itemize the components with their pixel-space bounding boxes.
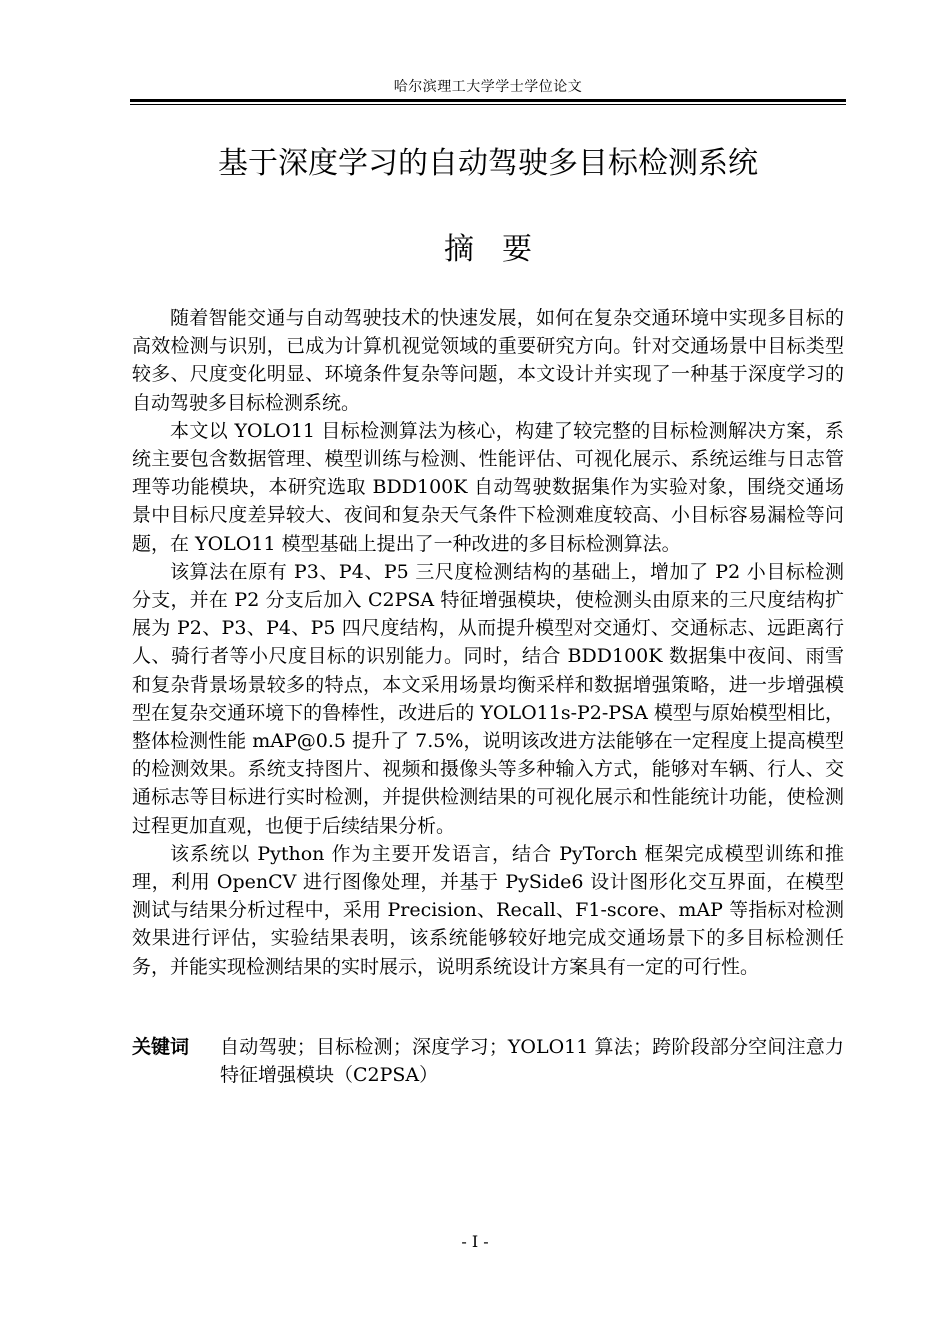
- thesis-title: 基于深度学习的自动驾驶多目标检测系统: [218, 146, 758, 181]
- abstract-paragraph-2: 本文以 YOLO11 目标检测算法为核心，构建了较完整的目标检测解决方案，系统主要包含数据管理、模型训练与检测、性能评估、可视化展示、系统运维与日志管理等功能模块，本研究选取 BDD100K 自动驾驶数据集作为实验对象，围绕交通场景中目标尺度差异较大、夜间和复杂天气条件下检测难度较高、小目标容易漏检等问题，在 YOLO11 模型基础上提出了一种改进的多目标检测算法。: [132, 419, 844, 555]
- abstract-paragraph-4: 该系统以 Python 作为主要开发语言，结合 PyTorch 框架完成模型训练和推理，利用 OpenCV 进行图像处理，并基于 PySide6 设计图形化交互界面，在模型测试与结果分析过程中，采用 Precision、Recall、F1-score、mAP 等指标对检测效果进行评估，实验结果表明，该系统能够较好地完成交通场景下的多目标检测任务，并能实现检测结果的实时展示，说明系统设计方案具有一定的可行性。: [132, 842, 844, 978]
- abstract-heading: 摘要: [444, 232, 560, 267]
- running-header: 哈尔滨理工大学学士学位论文: [393, 79, 583, 95]
- header-rule-thick: [130, 99, 846, 102]
- keywords-text: 自动驾驶；目标检测；深度学习；YOLO11 算法；跨阶段部分空间注意力特征增强模块（C2PSA）: [220, 1036, 844, 1087]
- keywords-label: 关键词: [132, 1036, 190, 1058]
- abstract-paragraph-3: 该算法在原有 P3、P4、P5 三尺度检测结构的基础上，增加了 P2 小目标检测分支，并在 P2 分支后加入 C2PSA 特征增强模块，使检测头由原来的三尺度结构扩展为 P2、P3、P4、P5 四尺度结构，从而提升模型对交通灯、交通标志、远距离行人、骑行者等小尺度目标的识别能力。同时，结合 BDD100K 数据集中夜间、雨雪和复杂背景场景较多的特点，本文采用场景均衡采样和数据增强策略，进一步增强模型在复杂交通环境下的鲁棒性，改进后的 YOLO11s-P2-PSA 模型与原始模型相比，整体检测性能 mAP@0.5 提升了 7.5%，说明该改进方法能够在一定程度上提高模型的检测效果。系统支持图片、视频和摄像头等多种输入方式，能够对车辆、行人、交通标志等目标进行实时检测，并提供检测结果的可视化展示和性能统计功能，使检测过程更加直观，也便于后续结果分析。: [132, 560, 844, 837]
- page-number: - I -: [461, 1232, 489, 1251]
- keywords: [132, 1033, 844, 1089]
- header-rule-thin: [130, 104, 846, 105]
- abstract-body: [132, 304, 844, 981]
- abstract-paragraph-1: 随着智能交通与自动驾驶技术的快速发展，如何在复杂交通环境中实现多目标的高效检测与识别，已成为计算机视觉领域的重要研究方向。针对交通场景中目标类型较多、尺度变化明显、环境条件复杂等问题，本文设计并实现了一种基于深度学习的自动驾驶多目标检测系统。: [132, 307, 844, 414]
